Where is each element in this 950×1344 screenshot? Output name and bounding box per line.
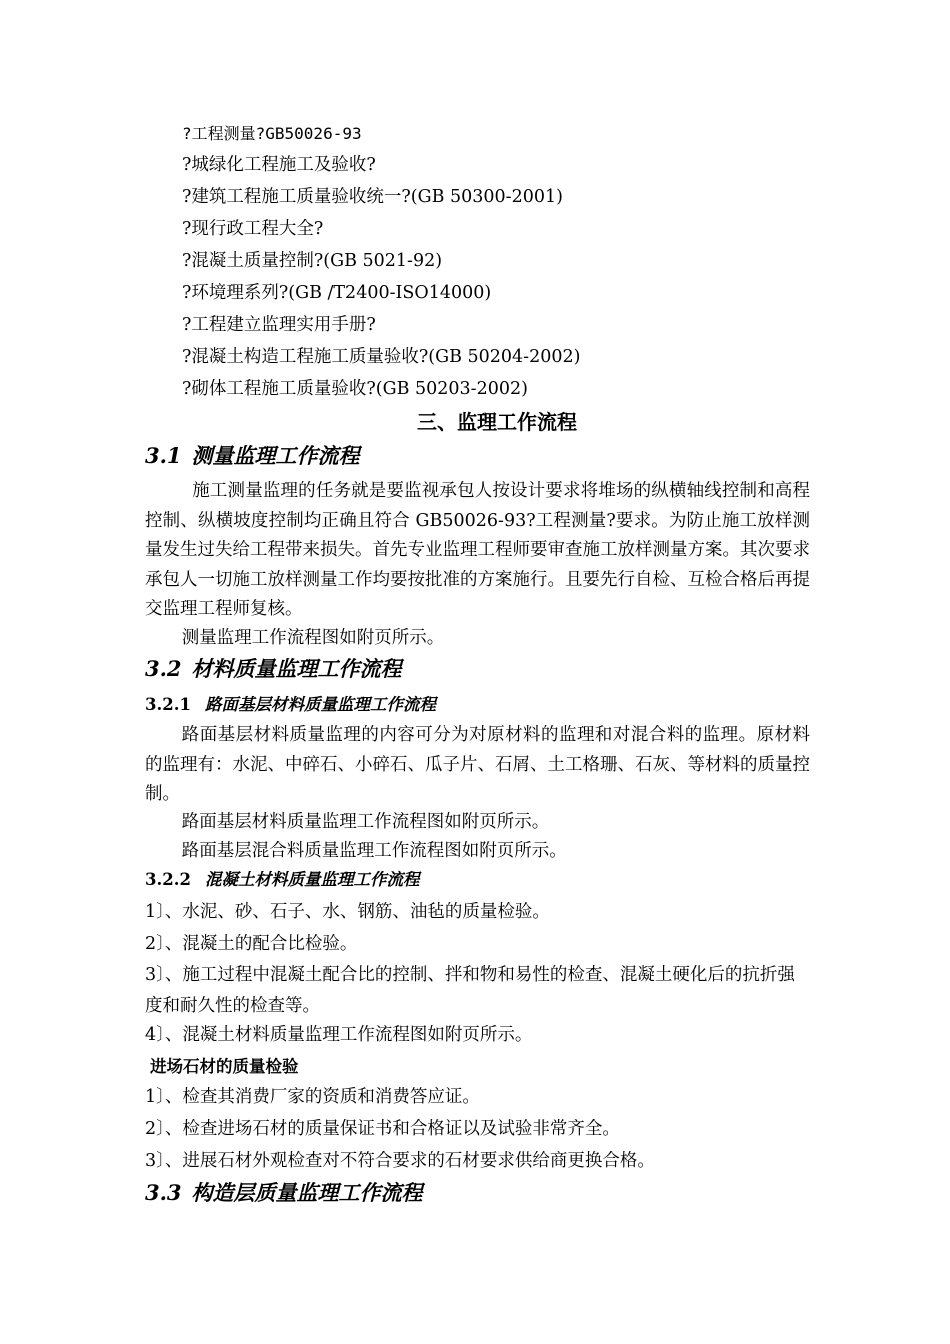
subheading: 进场石材的质量检验 [150,1057,299,1076]
subsection-title: 混凝土材料质量监理工作流程 [204,870,420,889]
reference-item: ?混凝土构造工程施工质量验收?(GB 50204-2002) [182,347,581,367]
list-item: 3〕、施工过程中混凝土配合比的控制、拌和物和易性的检查、混凝土硬化后的抗折强度和耐久性的检查等。 [145,965,795,1016]
reference-item: ?混凝土质量控制?(GB 5021-92) [182,251,443,271]
paragraph: 路面基层材料质量监理的内容可分为对原材料的监理和对混合料的监理。原材料的监理有：水泥、中碎石、小碎石、瓜子片、石屑、土工格珊、石灰、等材料的质量控制。 [145,725,810,804]
paragraph: 施工测量监理的任务就是要监视承包人按设计要求将堆场的纵横轴线控制和高程控制、纵横坡度控制均正确且符合 GB50026-93?工程测量?要求。为防止施工放样测量发生过失给工程带来损失。首先专业监理工程师要审查施工放样测量方案。其次要求承包人一切施工放样测量工作均要按批准的方案施行。且要先行自检、互检合格后再提交监理工程师复核。 [145,481,810,619]
list-item: 1〕、检查其消费厂家的资质和消费答应证。 [145,1087,480,1107]
list-item: 2〕、检查进场石材的质量保证书和合格证以及试验非常齐全。 [145,1119,620,1139]
list-item: 2〕、混凝土的配合比检验。 [145,934,358,954]
section-heading-3-1 [145,440,360,472]
reference-item: ?砌体工程施工质量验收?(GB 50203-2002) [182,379,528,399]
section-title: 材料质量监理工作流程 [191,656,402,681]
list-item: 3〕、进展石材外观检查对不符合要求的石材要求供给商更换合格。 [145,1151,655,1171]
reference-item: ?环境理系列?(GB /T2400-ISO14000) [182,283,492,303]
reference-item: ?城绿化工程施工及验收? [182,155,376,175]
reference-item: ?工程建立监理实用手册? [182,315,376,335]
paragraph: 测量监理工作流程图如附页所示。 [181,628,445,648]
reference-item: ?建筑工程施工质量验收统一?(GB 50300-2001) [182,187,563,207]
subsection-number: 3.2.2 [145,870,191,889]
subsection-title: 路面基层材料质量监理工作流程 [204,695,436,714]
section-number: 3.1 [145,443,182,468]
subsection-number: 3.2.1 [145,695,191,714]
reference-item: ?工程测量?GB50026-93 [182,124,362,143]
subsection-heading-3-2-2 [145,865,419,895]
section-heading-3-2 [145,653,402,685]
section-title: 构造层质量监理工作流程 [191,1180,423,1205]
list-item: 4〕、混凝土材料质量监理工作流程图如附页所示。 [145,1025,533,1045]
section-heading-3-3 [145,1177,423,1209]
list-item: 1〕、水泥、砂、石子、水、钢筋、油毡的质量检验。 [145,902,550,922]
reference-item: ?现行政工程大全? [182,219,324,239]
paragraph: 路面基层材料质量监理工作流程图如附页所示。 [181,812,550,832]
paragraph: 路面基层混合料质量监理工作流程图如附页所示。 [181,841,567,861]
section-number: 3.3 [145,1180,182,1205]
chapter-title: 三、监理工作流程 [417,410,577,434]
subsection-heading-3-2-1 [145,690,436,720]
section-title: 测量监理工作流程 [191,443,360,468]
section-number: 3.2 [145,656,182,681]
